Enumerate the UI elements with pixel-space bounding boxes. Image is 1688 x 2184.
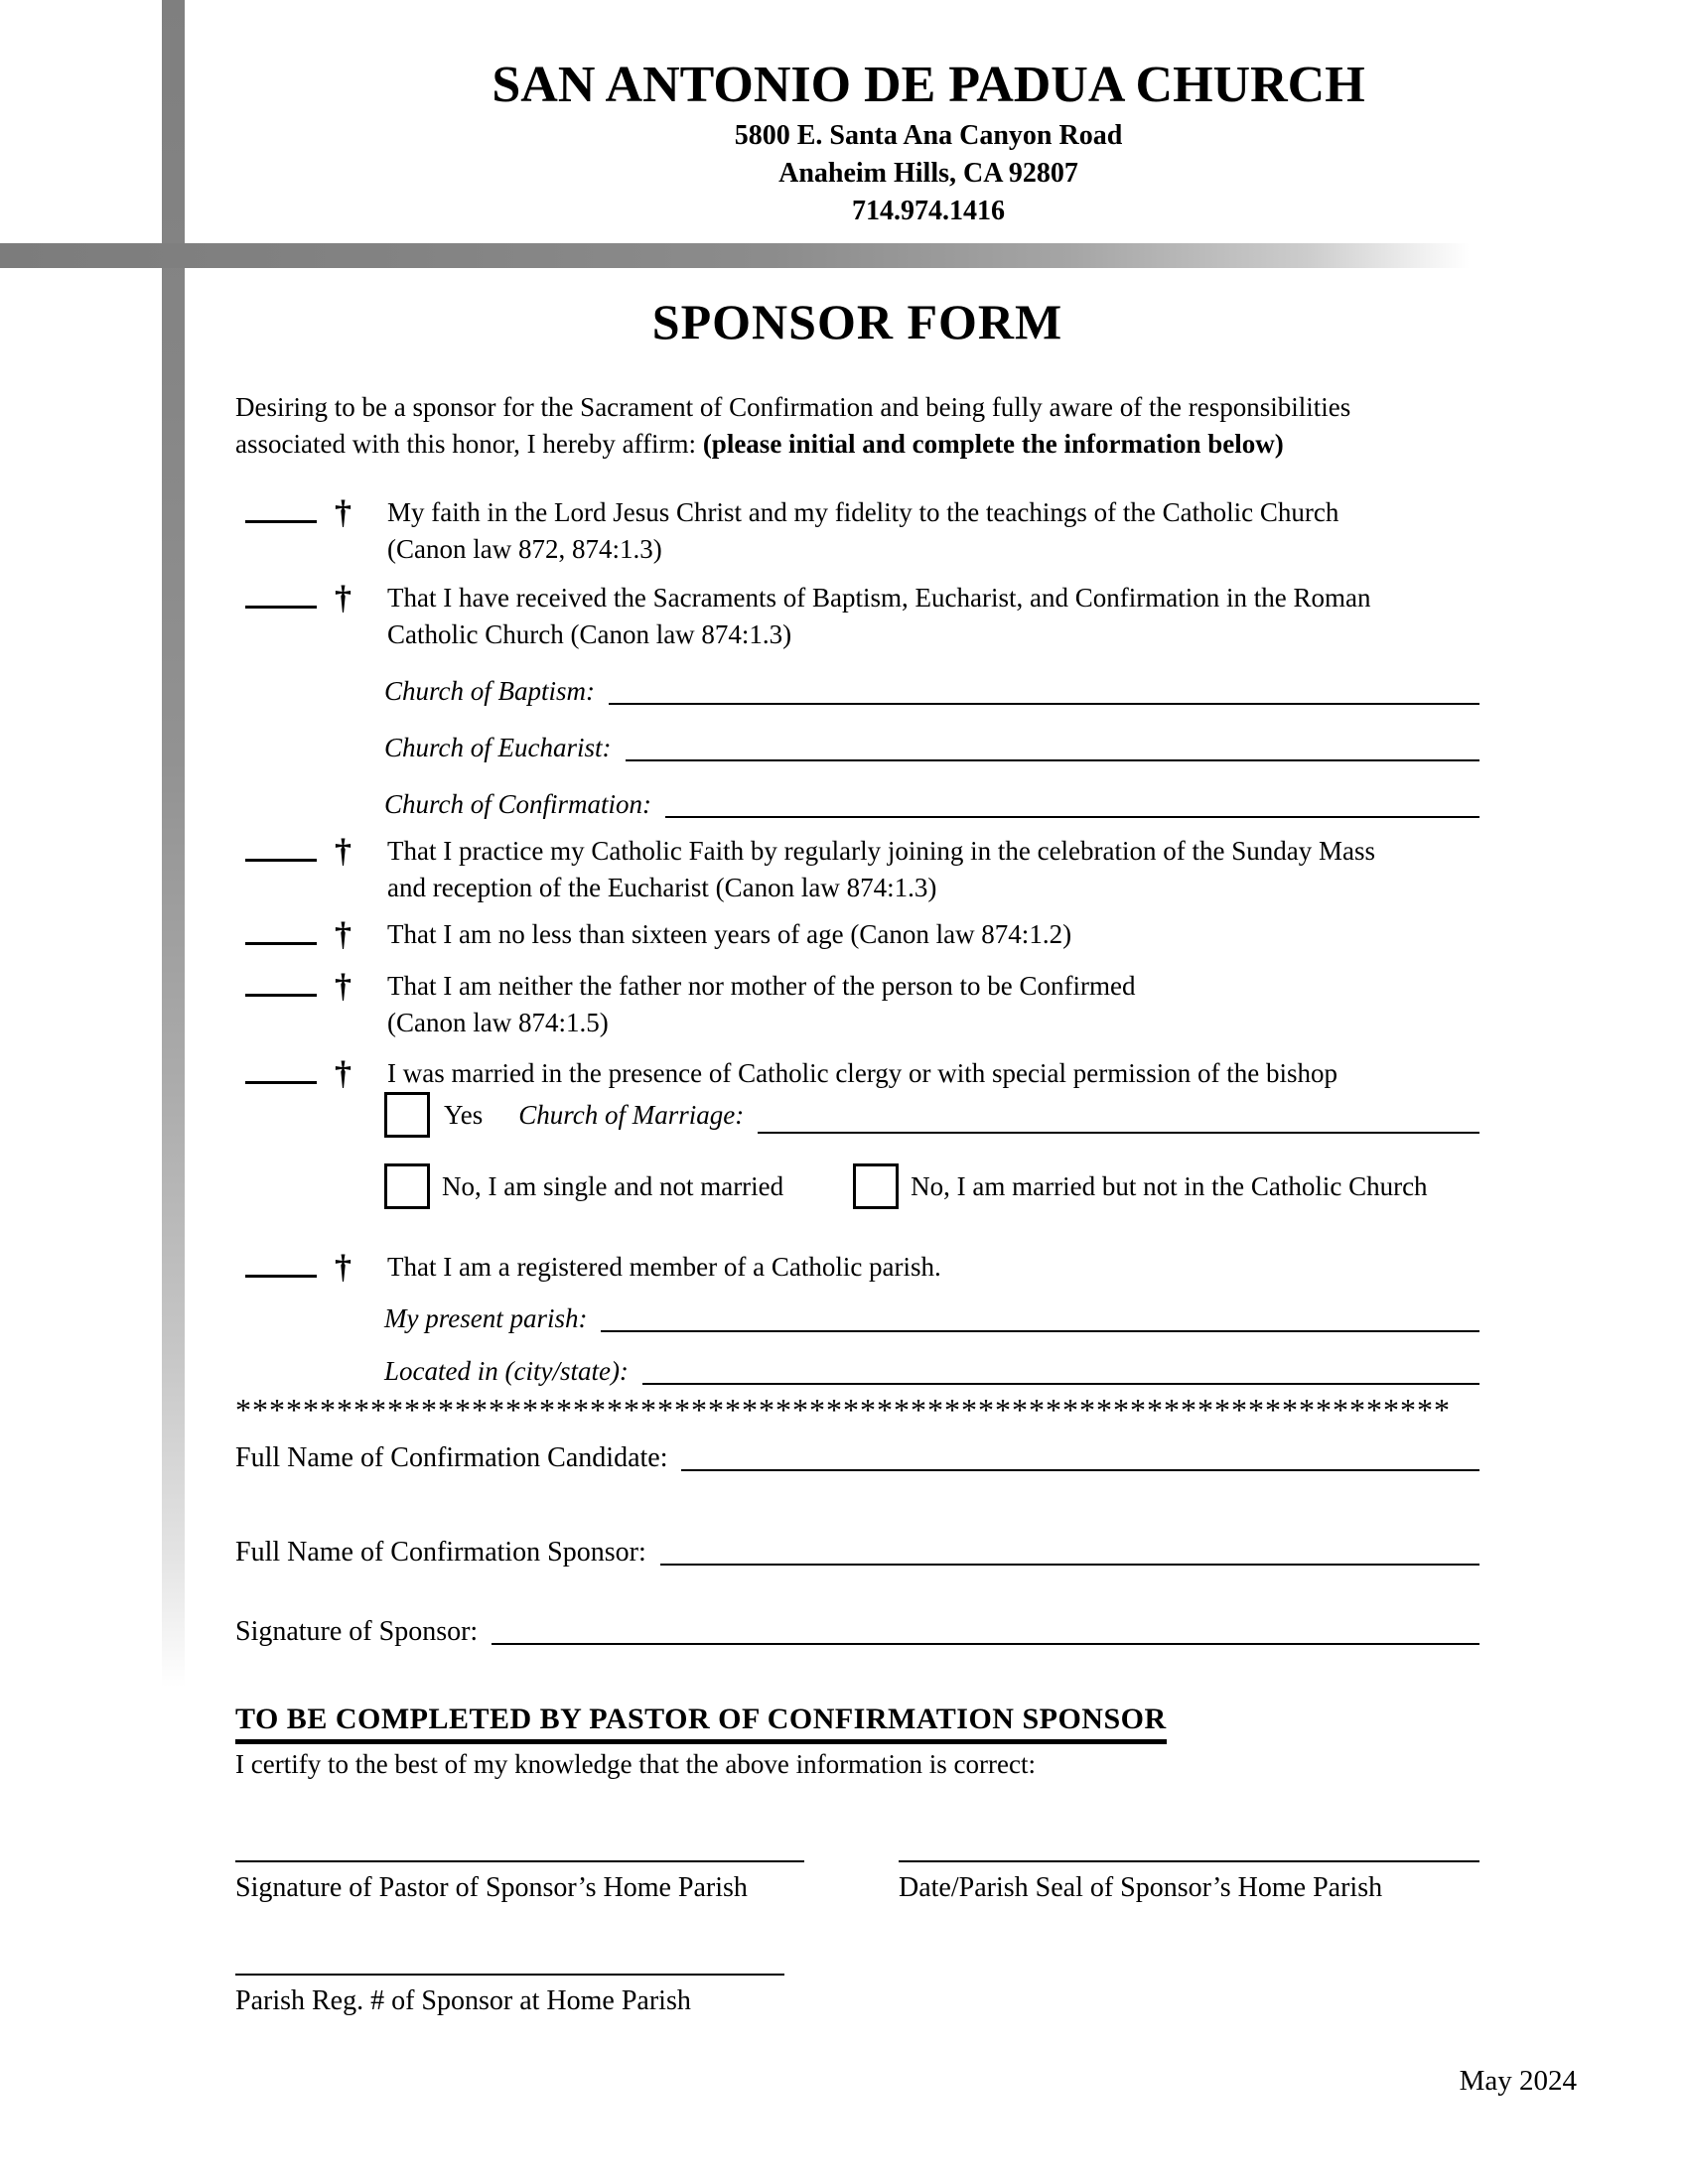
- date-parish-seal-cell[interactable]: [899, 1860, 1479, 1906]
- sponsor-name-field: [235, 1534, 1479, 1570]
- pastor-section-heading: TO BE COMPLETED BY PASTOR OF CONFIRMATION SPONSOR: [235, 1702, 1167, 1744]
- intro-line-2: associated with this honor, I hereby affirm: (please initial and complete the information below): [235, 429, 1284, 459]
- church-of-baptism-field: [384, 673, 1479, 710]
- page-title: SPONSOR FORM: [651, 294, 1063, 349]
- church-of-eucharist-field: [384, 730, 1479, 766]
- church-of-confirmation-input-line[interactable]: [665, 815, 1479, 818]
- no-married-outside-label: No, I am married but not in the Catholic Church: [911, 1170, 1428, 1201]
- phone-number: 714.974.1416: [852, 196, 1005, 226]
- church-of-confirmation-field: [384, 786, 1479, 823]
- sponsor-signature-label: Signature of Sponsor:: [235, 1616, 479, 1647]
- initials-blank[interactable]: [245, 968, 317, 997]
- dagger-icon: †: [335, 916, 352, 953]
- affirmation-age: [235, 916, 1479, 953]
- intro-line-1: Desiring to be a sponsor for the Sacrament of Confirmation and being fully aware of the responsibilities: [235, 392, 1351, 422]
- located-in-label: Located in (city/state):: [384, 1356, 629, 1386]
- located-in-input-line[interactable]: [642, 1382, 1479, 1385]
- present-parish-field: [384, 1300, 1479, 1337]
- candidate-name-field: [235, 1439, 1479, 1476]
- certify-statement: I certify to the best of my knowledge that the above information is correct:: [235, 1749, 1036, 1779]
- dagger-icon: †: [335, 494, 352, 531]
- pastor-signature-label: Signature of Pastor of Sponsor’s Home Parish: [235, 1872, 748, 1903]
- church-of-eucharist-label: Church of Eucharist:: [384, 733, 612, 762]
- pastor-signature-row: [235, 1860, 1479, 1906]
- pastor-signature-cell[interactable]: [235, 1860, 804, 1906]
- intro-paragraph: [235, 389, 1479, 463]
- affirmation-not-parent: [235, 968, 1479, 1041]
- sponsor-signature-input-line[interactable]: [492, 1643, 1479, 1645]
- parish-reg-label: Parish Reg. # of Sponsor at Home Parish: [235, 1985, 691, 2016]
- dagger-icon: †: [335, 1249, 352, 1286]
- affirmation-practice: [235, 833, 1479, 906]
- candidate-name-input-line[interactable]: [681, 1469, 1479, 1471]
- parish-reg-cell[interactable]: [235, 1974, 784, 2019]
- initials-blank[interactable]: [245, 916, 317, 945]
- dagger-icon: †: [335, 833, 352, 870]
- church-of-confirmation-label: Church of Confirmation:: [384, 789, 652, 819]
- dagger-icon: †: [335, 1055, 352, 1092]
- no-single-checkbox[interactable]: [384, 1163, 430, 1209]
- intro-bold-instruction: (please initial and complete the information below): [702, 429, 1284, 459]
- sponsor-name-input-line[interactable]: [660, 1564, 1479, 1566]
- affirmation-marriage-text: I was married in the presence of Catholic clergy or with special permission of the bishop: [387, 1058, 1337, 1088]
- located-in-field: [384, 1353, 1479, 1390]
- church-of-marriage-input-line[interactable]: [758, 1132, 1479, 1134]
- affirmation-not-parent-text: That I am neither the father nor mother of the person to be Confirmed (Canon law 874:1.5): [387, 971, 1136, 1037]
- sponsor-name-label: Full Name of Confirmation Sponsor:: [235, 1537, 646, 1568]
- yes-checkbox[interactable]: [384, 1092, 430, 1138]
- affirmation-registered-text: That I am a registered member of a Catholic parish.: [387, 1252, 941, 1282]
- date-parish-seal-label: Date/Parish Seal of Sponsor’s Home Parish: [899, 1872, 1383, 1903]
- affirmation-age-text: That I am no less than sixteen years of age (Canon law 874:1.2): [387, 919, 1072, 949]
- affirmation-marriage: [235, 1055, 1479, 1092]
- candidate-name-label: Full Name of Confirmation Candidate:: [235, 1442, 668, 1473]
- church-of-baptism-label: Church of Baptism:: [384, 676, 595, 706]
- affirmation-registered: [235, 1249, 1479, 1286]
- yes-label: Yes: [444, 1099, 484, 1130]
- church-of-eucharist-input-line[interactable]: [626, 758, 1480, 761]
- dagger-icon: †: [335, 580, 352, 616]
- dagger-icon: †: [335, 968, 352, 1005]
- affirmation-practice-text: That I practice my Catholic Faith by regularly joining in the celebration of the Sunday Mass and reception of the Eucharist (Canon law 874:1.3): [387, 836, 1375, 902]
- no-married-outside-checkbox[interactable]: [853, 1163, 899, 1209]
- asterisk-separator: ************************************************************************: [235, 1392, 1451, 1428]
- affirmation-sacraments: [235, 580, 1479, 653]
- present-parish-label: My present parish:: [384, 1303, 588, 1333]
- no-single-label: No, I am single and not married: [442, 1170, 784, 1201]
- affirmation-sacraments-text: That I have received the Sacraments of Baptism, Eucharist, and Confirmation in the Roman Catholic Church (Canon law 874:1.3): [387, 583, 1371, 649]
- initials-blank[interactable]: [245, 1249, 317, 1278]
- church-of-marriage-label: Church of Marriage:: [518, 1099, 745, 1130]
- church-of-baptism-input-line[interactable]: [609, 702, 1479, 705]
- address-line-1: 5800 E. Santa Ana Canyon Road: [734, 120, 1123, 151]
- initials-blank[interactable]: [245, 580, 317, 609]
- marriage-no-row: [384, 1163, 1479, 1209]
- initials-blank[interactable]: [245, 494, 317, 523]
- initials-blank[interactable]: [245, 1055, 317, 1084]
- church-name: SAN ANTONIO DE PADUA CHURCH: [492, 57, 1365, 113]
- marriage-yes-row: [384, 1092, 1479, 1138]
- sponsor-signature-field: [235, 1613, 1479, 1650]
- address-line-2: Anaheim Hills, CA 92807: [778, 158, 1078, 189]
- revision-date: May 2024: [1459, 2065, 1577, 2097]
- present-parish-input-line[interactable]: [601, 1329, 1479, 1332]
- letterhead: [169, 0, 1688, 230]
- initials-blank[interactable]: [245, 833, 317, 862]
- affirmation-faith-text: My faith in the Lord Jesus Christ and my fidelity to the teachings of the Catholic Church (Canon law 872, 874:1.3): [387, 497, 1339, 564]
- affirmation-faith: [235, 494, 1479, 568]
